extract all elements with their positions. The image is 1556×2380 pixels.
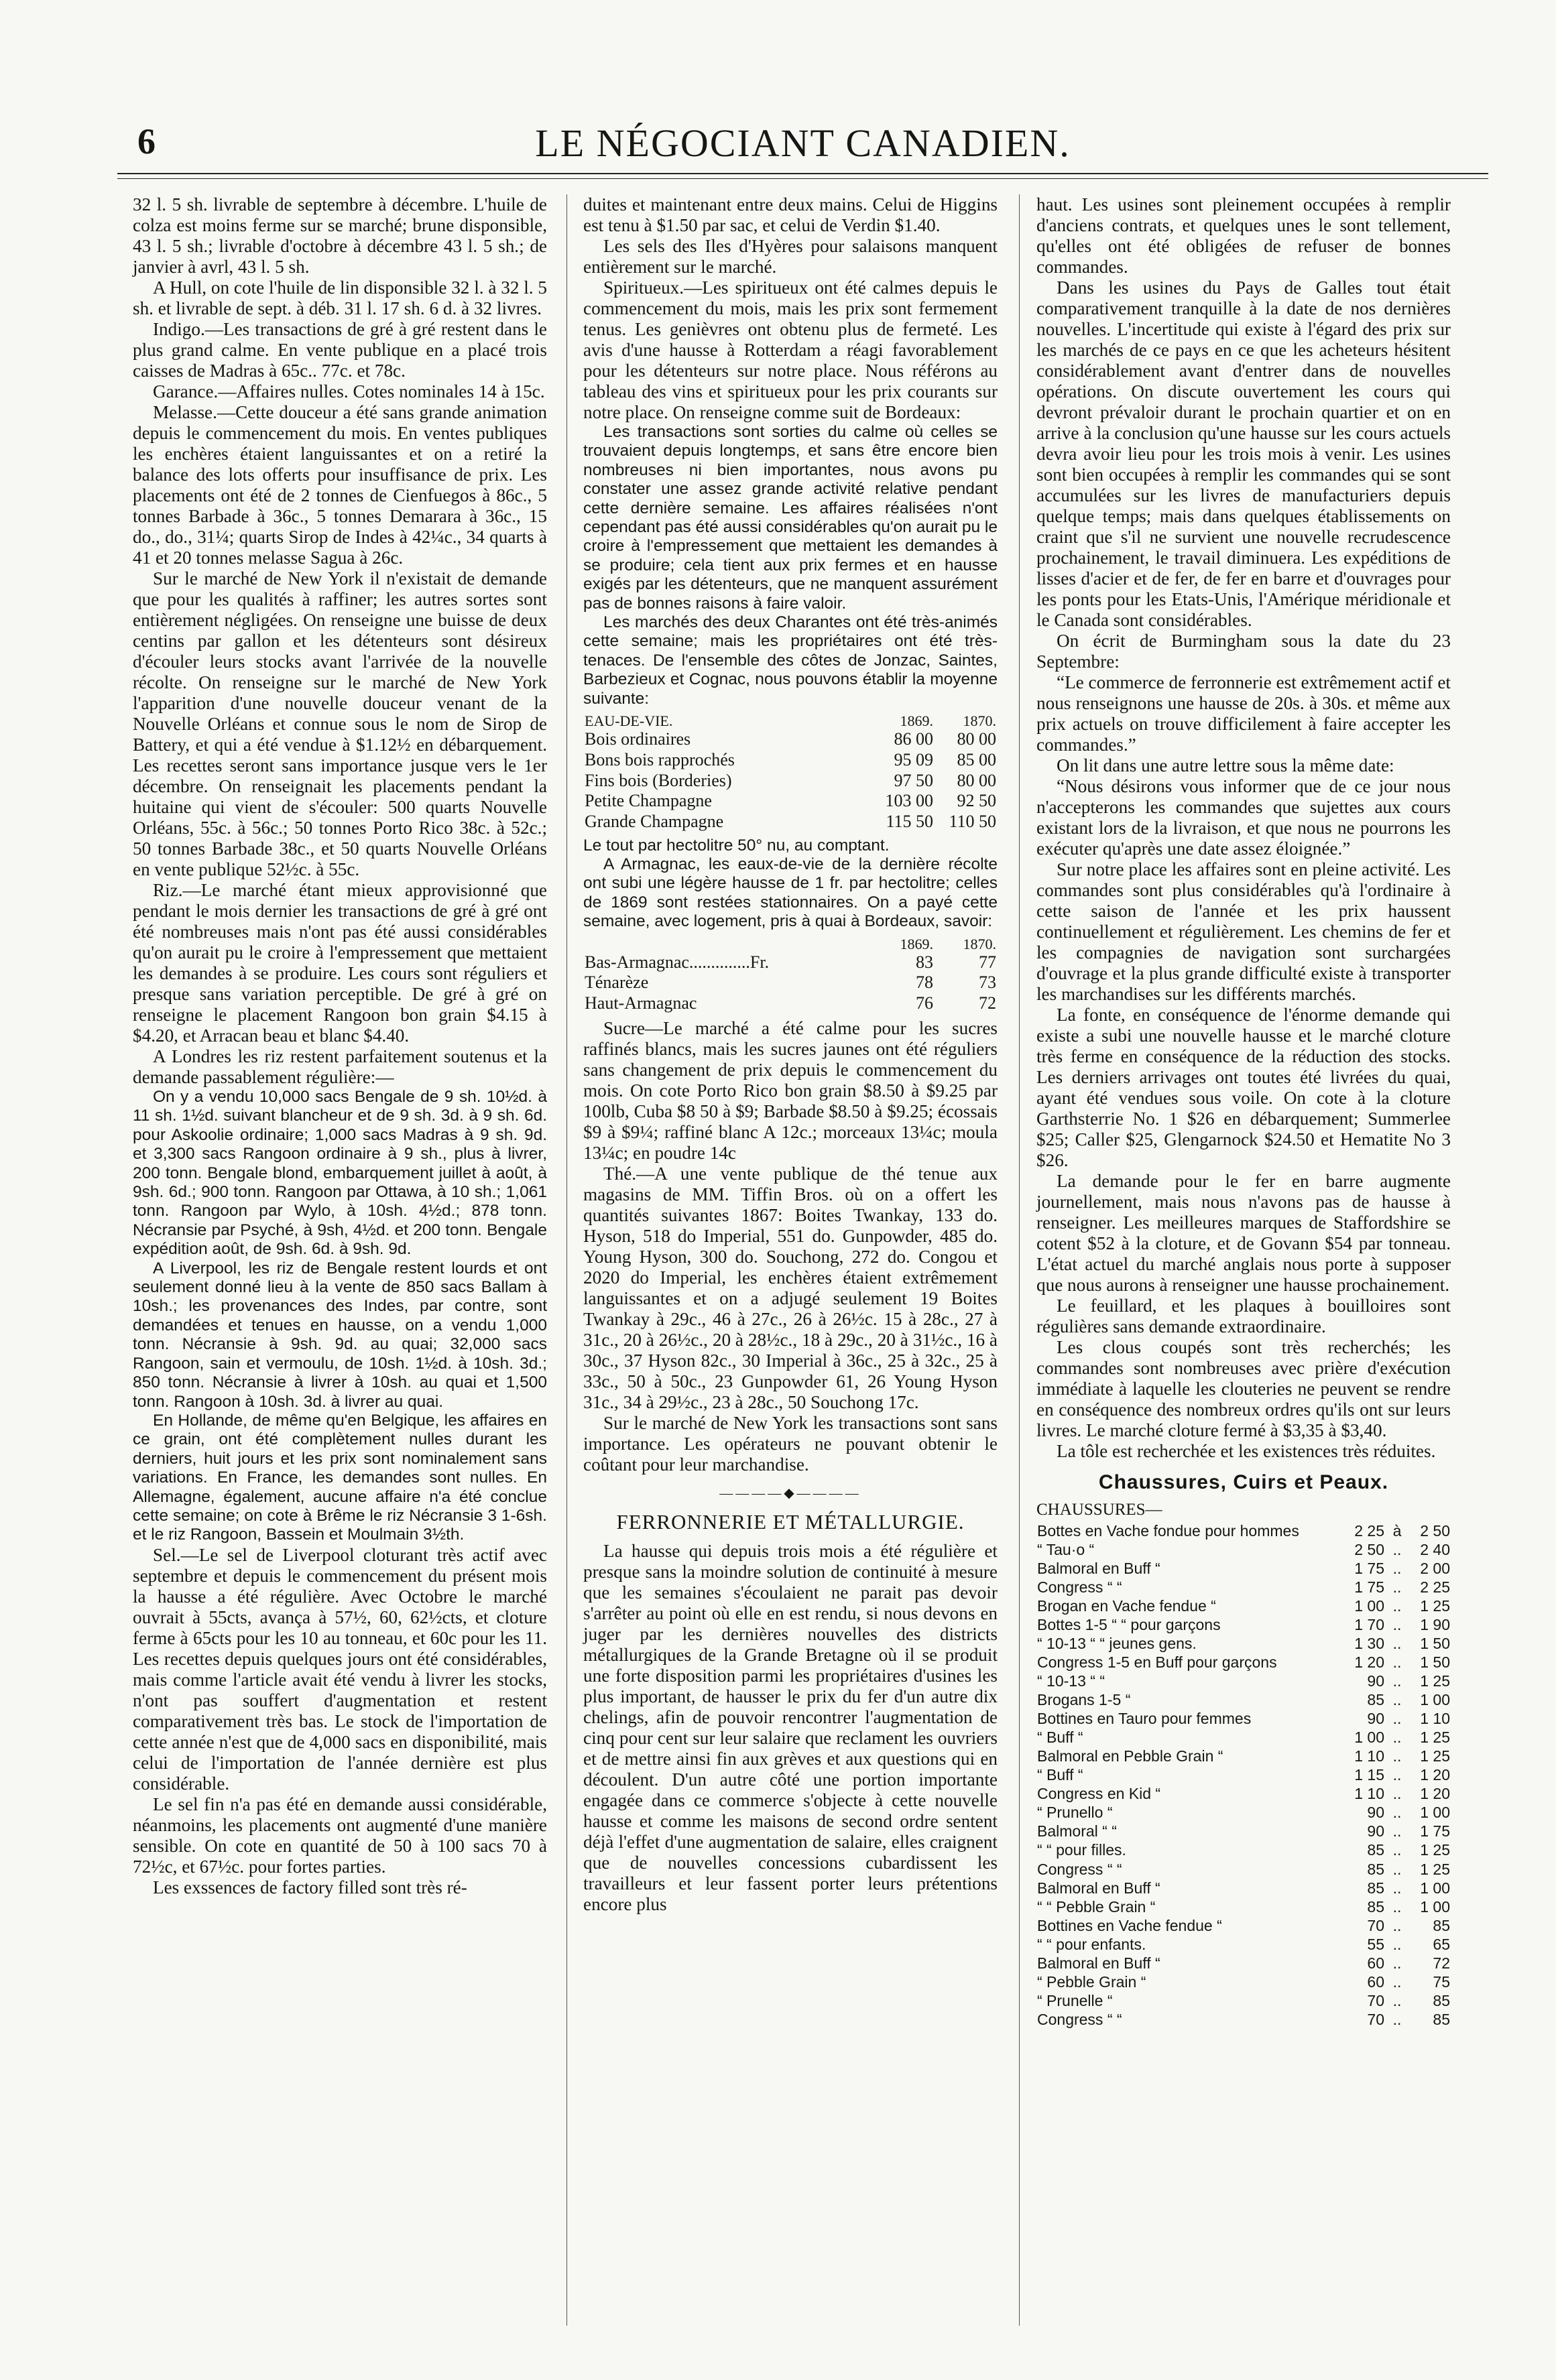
table-row: [1036, 1690, 1451, 1709]
column-divider: [566, 194, 567, 2326]
table-cell: 1 00: [1354, 1729, 1384, 1747]
table-cell: 86 00: [894, 729, 933, 749]
table-cell: Bottines en Vache fendue “: [1037, 1916, 1222, 1934]
table-cell: 1 25: [1420, 1860, 1450, 1878]
table-cell: Congress 1-5 en Buff pour garçons: [1037, 1653, 1277, 1672]
table-row: [1036, 1954, 1451, 1972]
table-cell: ..: [1392, 1691, 1402, 1709]
table-cell: Haut-Armagnac: [585, 993, 697, 1013]
table-row: [583, 973, 998, 993]
paragraph: La tôle est recherchée et les existences très réduites.: [1057, 1441, 1436, 1461]
table-cell: 90: [1367, 1672, 1384, 1690]
table-cell: 60: [1367, 1972, 1384, 1991]
table-cell: 85: [1367, 1860, 1384, 1878]
table-cell: “ Pebble Grain “: [1037, 1972, 1146, 1991]
table-cell: 90: [1367, 1804, 1384, 1822]
paragraph: Melasse.—Cette douceur a été sans grande animation depuis le commencement du mois. En ventes publiques les enchères étaient languissantes et on a retiré la balance des lots offerts pour insuffisance de prix. Les placements ont été de 2 tonnes de Cienfuegos à 86c., 5 tonnes Barbade à 36c., 5 tonnes Demarara à 36c., 15 do., do., 31¼; quarts Sirop de Indes à 42¼c., 34 quarts à 41 et 20 tonnes melasse Sagua à 26c.: [133, 402, 547, 568]
paragraph: Thé.—A une vente publique de thé tenue aux magasins de MM. Tiffin Bros. où on a offert les quantités suivantes 1867: Boites Twankay, 133 do. Hyson, 518 do Imperial, 551 do. Gunpowder, 485 do. Young Hyson, 300 do. Souchong, 272 do. Congou et 2020 do Imperial, les enchères étaient extrêmement languissantes et on a adjugé seulement 19 Boites Twankay à 29c., 46 à 27c., 26 à 26½c. 15 à 28c., 27 à 31c., 20 à 26½c., 20 à 28½c., 18 à 29c., 20 à 31½c., 16 à 30c., 37 Hyson 82c., 30 Imperial à 36c., 25 à 32c., 25 à 33c., 50 à 50c., 23 Gunpowder 61, 26 Young Hyson 31c., 34 à 29½c., 23 à 28c., 50 Souchong 17c.: [583, 1163, 998, 1412]
table-cell: 85: [1433, 2010, 1450, 2028]
paragraph: Les sels des Iles d'Hyères pour salaisons manquent entièrement sur le marché.: [583, 236, 998, 277]
paragraph: On lit dans une autre lettre sous la même date:: [1057, 755, 1394, 775]
table-cell: 80 00: [957, 729, 996, 749]
table-row: [1036, 1991, 1451, 2010]
table-cell: 85: [1433, 1916, 1450, 1934]
table-row: [1036, 1578, 1451, 1596]
table-row: [1036, 1935, 1451, 1954]
table-cell: 1 25: [1420, 1596, 1450, 1615]
table-cell: 1 10: [1354, 1785, 1384, 1803]
table-cell: Congress “ “: [1037, 1860, 1122, 1878]
table-cell: ..: [1392, 1747, 1402, 1765]
table-row: [1036, 1822, 1451, 1840]
table-cell: ..: [1392, 1615, 1402, 1633]
table-cell: Ténarèze: [585, 973, 649, 993]
table-cell: Fins bois (Borderies): [585, 770, 732, 790]
table-cell: 1 75: [1354, 1559, 1384, 1577]
table-row: [1036, 1672, 1451, 1690]
table-cell: “ Prunelle “: [1037, 1991, 1113, 2009]
table-row: [1036, 1709, 1451, 1728]
table-row: [583, 952, 998, 973]
paragraph: haut. Les usines sont pleinement occupées à remplir d'anciens contrats, et quelques unes le sont tellement, qu'elles ont été obligées de refuser de bonnes commandes.: [1036, 194, 1451, 277]
table-cell: Petite Champagne: [585, 791, 712, 811]
table-row: [583, 791, 998, 812]
table-cell: Congress “ “: [1037, 1578, 1122, 1596]
table-cell: 1 00: [1354, 1596, 1384, 1615]
paragraph: Sur notre place les affaires sont en pleine activité. Les commandes sont plus considérables qu'à l'ordinaire à cette saison de l'année et les prix haussent continuellement et régulièrement. Les chemins de fer et les compagnies de navigation sont surchargées d'ouvrage et la plus grande difficulté existe à transporter les marchandises sur les différents marchés.: [1036, 859, 1451, 1004]
table-row: [1036, 1972, 1451, 1991]
table-cell: Brogan en Vache fendue “: [1037, 1596, 1216, 1615]
table-cell: 2 25: [1420, 1578, 1450, 1596]
table-cell: 110 50: [949, 811, 996, 831]
section-heading: Chaussures, Cuirs et Peaux.: [1098, 1471, 1389, 1493]
paragraph: Sur le marché de New York les transactions sont sans importance. Les opérateurs ne pouvant obtenir le coûtant pour leur marchandise.: [583, 1412, 998, 1475]
paragraph: Sel.—Le sel de Liverpool cloturant très actif avec septembre et depuis le commencement du présent mois la hausse a été régulière. Avec Octobre le marché ouvrait à 55cts, avança à 57½, 60, 62½cts, et cloture ferme à 65cts pour les 10 au tonneau, et 60c pour les 11. Les recettes depuis quelques jours ont été considérables, mais comme l'article avait été vendu à livrer les stocks, n'ont pas souffert d'augmentation et restent comparativement très bas. Le stock de l'importation de cette année n'est que de 4,000 sacs en disponibilité, mais celui de l'importation de l'année dernière est plus considérable.: [133, 1544, 547, 1794]
table-cell: Grande Champagne: [585, 811, 724, 831]
table-header: 1869.: [900, 712, 933, 730]
paragraph: Dans les usines du Pays de Galles tout était comparativement tranquille à la date de nos dernières nouvelles. L'incertitude qui existe à l'égard des prix sur les marchés de ce pays en ce que les acheteurs hésitent considérablement avant d'entrer dans de nouvelles opérations. On discute ouvertement les cours qui devront prévaloir durant le prochain quartier et on en arrive à la conclusion qu'une hausse sur les cours actuels devra avoir lieu pour les trois mois à venir. Les usines sont bien occupées à remplir les commandes qui se sont accumulées sur les livres de manufacturiers depuis quelque temps; mais dans quelques établissements on craint que s'il ne survient une nouvelle recrudescence prochainement, le travail diminuera. Les expéditions de lisses d'acier et de fer, de fer en barre et d'ouvrages pour les ponts pour les Etats-Unis, l'Amérique méridionale et le Canada sont considérables.: [1036, 277, 1451, 630]
masthead-title: LE NÉGOCIANT CANADIEN.: [535, 121, 1071, 165]
paragraph: On écrit de Burmingham sous la date du 23 Septembre:: [1036, 631, 1451, 672]
table-row: [1036, 1653, 1451, 1672]
table-header: 1870.: [963, 712, 996, 730]
paragraph: Le tout par hectolitre 50° nu, au comptant.: [583, 836, 890, 855]
table-row: [583, 729, 998, 750]
table-cell: 85: [1367, 1879, 1384, 1897]
table-cell: ..: [1392, 1879, 1402, 1897]
table-cell: ..: [1392, 1653, 1402, 1672]
paragraph: Spiritueux.—Les spiritueux ont été calmes depuis le commencement du mois, mais les prix sont fermement tenus. Les genièvres ont obtenu plus de fermeté. Les avis d'une hausse à Rotterdam a réagi favorablement pour les détenteurs sur notre place. Nous référons au tableau des vins et spiritueux pour les prix courants sur notre place. On renseigne comme suit de Bordeaux:: [583, 277, 998, 422]
page-header: [117, 121, 1488, 174]
table-cell: 78: [916, 973, 933, 993]
table-cell: 60: [1367, 1954, 1384, 1972]
table-cell: Balmoral “ “: [1037, 1822, 1117, 1840]
paragraph: Riz.—Le marché étant mieux approvisionné que pendant le mois dernier les transactions de gré à gré ont été nombreuses mais n'ont pas été aussi considérables qu'on aurait pu le croire à l'empressement que mettaient les demandes à se produire. Les cours sont réguliers et presque sans variation perceptible. De gré à gré on renseigne le placement Rangoon bon grain $4.15 à $4.20, et Arracan beau et blanc $4.40.: [133, 880, 547, 1046]
paragraph: Les exssences de factory filled sont très ré-: [153, 1877, 467, 1897]
table-cell: à: [1392, 1521, 1402, 1540]
table-cell: ..: [1392, 1710, 1402, 1728]
shoes-subheading: CHAUSSURES—: [1036, 1501, 1162, 1519]
table-cell: 1 70: [1354, 1615, 1384, 1633]
table-row: [1036, 1840, 1451, 1859]
table-cell: 103 00: [885, 791, 933, 811]
table-cell: 2 00: [1420, 1559, 1450, 1577]
table-cell: ..: [1392, 1596, 1402, 1615]
paragraph: “Nous désirons vous informer que de ce jour nous n'accepterons les commandes que sujettes aux cours existant lors de la livraison, et que nous ne pourrons les exécuter qu'après une date assez éloignée.”: [1036, 776, 1451, 859]
paragraph: Le feuillard, et les plaques à bouilloires sont régulières sans demande extraordinaire.: [1036, 1296, 1451, 1336]
column-divider: [1019, 194, 1020, 2326]
section-heading: FERRONNERIE ET MÉTALLURGIE.: [616, 1510, 965, 1534]
table-cell: 1 15: [1354, 1766, 1384, 1784]
page-number: 6: [137, 121, 156, 162]
paragraph: Le sel fin n'a pas été en demande aussi considérable, néanmoins, les placements ont augmenté d'une manière sensible. On cote en quantité de 50 à 100 sacs 70 à 72½c, et 67½c. pour fortes parties.: [133, 1794, 547, 1877]
table-row: [1036, 1596, 1451, 1615]
paragraph: 32 l. 5 sh. livrable de septembre à décembre. L'huile de colza est moins ferme sur se marché; brune disponsible, 43 l. 5 sh.; livrable d'octobre à décembre 43 l. 5 sh.; de janvier à avrl, 43 l. 5 sh.: [133, 194, 547, 277]
table-cell: 70: [1367, 1991, 1384, 2009]
table-cell: 1 25: [1420, 1729, 1450, 1747]
table-cell: ..: [1392, 1578, 1402, 1596]
table-cell: 76: [916, 993, 933, 1013]
table-cell: Balmoral en Pebble Grain “: [1037, 1747, 1223, 1765]
table-cell: 75: [1433, 1972, 1450, 1991]
paragraph: Les marchés des deux Charantes ont été très-animés cette semaine; mais les propriétaires ont été très-tenaces. De l'ensemble des côtes de Jonzac, Saintes, Barbezieux et Cognac, nous pouvons établir la moyenne suivante:: [583, 613, 998, 708]
table-cell: 90: [1367, 1822, 1384, 1840]
table-cell: 1 25: [1420, 1841, 1450, 1859]
table-row: [583, 771, 998, 792]
eau-de-vie-table: [583, 712, 998, 832]
table-cell: 2 50: [1420, 1521, 1450, 1540]
table-cell: 1 90: [1420, 1615, 1450, 1633]
table-cell: ..: [1392, 1766, 1402, 1784]
table-cell: 1 10: [1420, 1710, 1450, 1728]
table-cell: 1 50: [1420, 1653, 1450, 1672]
table-cell: 1 75: [1420, 1822, 1450, 1840]
table-header: [583, 936, 872, 952]
table-row: [1036, 1916, 1451, 1935]
table-cell: 95 09: [894, 749, 933, 769]
table-row: [1036, 1897, 1451, 1916]
table-cell: ..: [1392, 1559, 1402, 1577]
table-cell: “ “ pour enfants.: [1037, 1935, 1146, 1953]
table-cell: “ 10-13 “ “ jeunes gens.: [1037, 1634, 1197, 1652]
table-cell: 1 00: [1420, 1897, 1450, 1916]
table-cell: 70: [1367, 1916, 1384, 1934]
table-cell: 1 00: [1420, 1804, 1450, 1822]
table-cell: ..: [1392, 1634, 1402, 1652]
table-cell: “ Buff “: [1037, 1766, 1083, 1784]
table-cell: 1 20: [1420, 1766, 1450, 1784]
table-cell: 80 00: [957, 770, 996, 790]
paragraph: Garance.—Affaires nulles. Cotes nominales 14 à 15c.: [153, 381, 545, 401]
table-row: [1036, 1784, 1451, 1803]
table-cell: 85: [1367, 1841, 1384, 1859]
paragraph: Sucre—Le marché a été calme pour les sucres raffinés blancs, mais les sucres jaunes ont été réguliers sans changement de prix depuis le commencement du mois. On cote Porto Rico bon grain $8.50 à $9.25 par 100lb, Cuba $8 50 à $9; Barbade $8.50 à $9.25; écossais $9 à $9¼; raffiné blanc A 12c.; morceaux 13¼c; moula 13¼c; en poudre 14c: [583, 1017, 998, 1163]
table-cell: 1 75: [1354, 1578, 1384, 1596]
table-cell: 1 00: [1420, 1879, 1450, 1897]
paragraph: La hausse qui depuis trois mois a été régulière et presque sans la moindre solution de continuité à mesure que les semaines s'écoulaient ne parait pas devoir s'arrêter au point où elle en est rendu, si nous devons en juger par les dernières nouvelles des districts métallurgiques de la Grande Bretagne où il se produit une forte disposition parmi les propriétaires d'usines les plus important, de hausser le prix du fer d'un autre dix chelings, afin de pouvoir rencontrer l'augmentation de cinq pour cent sur leur salaire que reclament les ouvriers et de mettre ainsi fin aux grèves et aux questions qui en découlent. D'un autre côté une portion importante engagée dans ce commerce s'objecte à cette nouvelle hausse et comme les maisons de second ordre sentent déjà l'effet d'une augmentation de salaire, elles craignent que de nouvelles concessions cubardissent les travailleurs et leur fassent porter leurs prétentions encore plus: [583, 1540, 998, 1914]
table-cell: 85 00: [957, 749, 996, 769]
table-cell: ..: [1392, 1935, 1402, 1953]
paragraph: Indigo.—Les transactions de gré à gré restent dans le plus grand calme. En vente publique en a placé trois caisses de Madras à 65c.. 77c. et 78c.: [133, 319, 547, 381]
table-row: [1036, 1728, 1451, 1747]
table-cell: 1 20: [1354, 1653, 1384, 1672]
table-cell: 1 50: [1420, 1634, 1450, 1652]
column-2: [583, 194, 998, 1915]
table-cell: “ “ Pebble Grain “: [1037, 1897, 1156, 1916]
table-cell: 115 50: [886, 811, 933, 831]
shoes-price-table: [1036, 1521, 1451, 2029]
section-divider: ————◆————: [719, 1485, 861, 1501]
table-cell: 77: [979, 952, 996, 972]
table-cell: 1 00: [1420, 1691, 1450, 1709]
table-row: [1036, 2010, 1451, 2029]
table-cell: 73: [979, 973, 996, 993]
table-cell: 2 40: [1420, 1540, 1450, 1558]
table-cell: ..: [1392, 2010, 1402, 2028]
paragraph: Les clous coupés sont très recherchés; les commandes sont nombreuses avec prière d'exécution immédiate à laquelle les clouteries ne peuvent se rendre en conséquence des nombreux ordres qu'ils ont sur leurs livres. Le marché cloture fermé à $3,35 à $3,40.: [1036, 1337, 1451, 1440]
table-row: [1036, 1559, 1451, 1578]
table-cell: 72: [979, 993, 996, 1013]
table-cell: ..: [1392, 1785, 1402, 1803]
table-cell: ..: [1392, 1540, 1402, 1558]
table-row: [1036, 1615, 1451, 1634]
paragraph: La fonte, en conséquence de l'énorme demande qui existe a subi une nouvelle hausse et le marché cloture très ferme en conséquence de la réduction des stocks. Les derniers arrivages ont toutes été livrées du quai, ayant été vendues sous voile. On cote à la cloture Garthsterrie No. 1 $26 en débarquement; Summerlee $25; Caller $25, Glengarnock $24.50 et Hematite No 3 $26.: [1036, 1005, 1451, 1170]
table-row: [583, 812, 998, 832]
table-cell: ..: [1392, 1841, 1402, 1859]
header-rule: [117, 173, 1488, 179]
table-row: [1036, 1521, 1451, 1540]
paragraph: En Hollande, de même qu'en Belgique, les affaires en ce grain, ont été complètement nulles durant les derniers, huit jours et les prix sont nominalement sans variations. En France, les demandes sont nulles. En Allemagne, également, aucune affaire n'a été conclue cette semaine; on cote à Brême le riz Nécransie 3 1-6sh. et le riz Rangoon, Bassein et Moulmain 3½th.: [133, 1411, 547, 1544]
table-cell: “ 10-13 “ “: [1037, 1672, 1105, 1690]
table-row: [1036, 1803, 1451, 1822]
table-row: [1036, 1634, 1451, 1653]
table-row: [583, 750, 998, 771]
table-cell: Balmoral en Buff “: [1037, 1879, 1160, 1897]
paragraph: Les transactions sont sorties du calme où celles se trouvaient depuis longtemps, et sans être encore bien nombreuses ni bien importantes, nous avons pu constater une assez grande activité relative pendant cette dernière semaine. Les affaires réalisées n'ont cependant pas été aussi considérables qu'on aurait pu le croire à l'empressement que mettaient les demandes à se produire; cela tient aux prix fermes et en hausse exigés par les détenteurs, que ne manquent assurément pas de bonnes raisons à faire valoir.: [583, 423, 998, 613]
table-header: EAU-DE-VIE.: [585, 712, 673, 730]
paragraph: Sur le marché de New York il n'existait de demande que pour les qualités à raffiner; les autres sortes sont entièrement négligées. On renseigne une buisse de deux centins par gallon et les détenteurs sont désireux d'écouler leurs stocks avant l'arrivée de la nouvelle récolte. On renseigne sur le marché de New York l'apparition d'une nouvelle douceur venant de la Nouvelle Orléans et connue sous le nom de Sirop de Battery, et qui a été vendue à $1.12½ en débarquement. Les recettes seront sans importance jusque vers le 1er décembre. On renseignait les placements pendant la huitaine qui vient de s'écouler: 500 quarts Nouvelle Orléans, 55c. à 56c.; 50 tonnes Porto Rico 38c. à 52c.; 50 tonnes Barbade 38c., et 50 quarts Nouvelle Orléans en vente publique 52½c. à 55c.: [133, 568, 547, 879]
table-cell: ..: [1392, 1822, 1402, 1840]
table-cell: 85: [1367, 1691, 1384, 1709]
table-cell: Brogans 1-5 “: [1037, 1691, 1131, 1709]
table-cell: “ Tau·o “: [1037, 1540, 1095, 1558]
table-cell: 2 50: [1354, 1540, 1384, 1558]
column-1: [133, 194, 547, 1898]
table-cell: 97 50: [894, 770, 933, 790]
paragraph: A Hull, on cote l'huile de lin disponsible 32 l. à 32 l. 5 sh. et livrable de sept. à déb. 31 l. 17 sh. 6 d. à 32 livres.: [133, 277, 547, 318]
paragraph: A Armagnac, les eaux-de-vie de la dernière récolte ont subi une légère hausse de 1 fr. par hectolitre; celles de 1869 sont restées stationnaires. On a payé cette semaine, avec logement, pris à quai à Bordeaux, savoir:: [583, 855, 998, 931]
table-cell: 55: [1367, 1935, 1384, 1953]
table-cell: Balmoral en Buff “: [1037, 1954, 1160, 1972]
paragraph: “Le commerce de ferronnerie est extrêmement actif et nous renseignons une hausse de 20s. à 30s. et même aux prix actuels on trouve difficilement à faire accepter les commandes.”: [1036, 672, 1451, 755]
table-cell: 85: [1433, 1991, 1450, 2009]
table-cell: 85: [1367, 1897, 1384, 1916]
table-cell: ..: [1392, 1954, 1402, 1972]
armagnac-table: [583, 936, 998, 1014]
table-cell: Balmoral en Buff “: [1037, 1559, 1160, 1577]
table-cell: Congress en Kid “: [1037, 1785, 1161, 1803]
table-cell: “ Buff “: [1037, 1729, 1083, 1747]
table-cell: 83: [916, 952, 933, 972]
table-cell: ..: [1392, 1916, 1402, 1934]
column-3: [1036, 194, 1451, 2029]
table-row: [1036, 1765, 1451, 1784]
table-header: 1870.: [963, 935, 996, 952]
table-header: 1869.: [900, 935, 933, 952]
table-cell: ..: [1392, 1729, 1402, 1747]
table-cell: 1 10: [1354, 1747, 1384, 1765]
paragraph: duites et maintenant entre deux mains. Celui de Higgins est tenu à $1.50 par sac, et celui de Verdin $1.40.: [583, 194, 998, 235]
paragraph: A Londres les riz restent parfaitement soutenus et la demande passablement régulière:—: [133, 1046, 547, 1087]
table-cell: 72: [1433, 1954, 1450, 1972]
paragraph: La demande pour le fer en barre augmente journellement, mais nous n'avons pas de hausse à renseigner. Les meilleures marques de Staffordshire se cotent $52 à la cloture, et de Govann $54 par tonneau. L'état actuel du marché anglais nous porte à supposer que nous aurons à renseigner une hausse prochainement.: [1036, 1171, 1451, 1295]
table-row: [1036, 1860, 1451, 1879]
table-cell: ..: [1392, 1672, 1402, 1690]
table-cell: “ Prunello “: [1037, 1804, 1113, 1822]
table-row: [1036, 1879, 1451, 1897]
table-cell: ..: [1392, 1991, 1402, 2009]
table-cell: Congress “ “: [1037, 2010, 1122, 2028]
table-cell: 90: [1367, 1710, 1384, 1728]
table-cell: 1 20: [1420, 1785, 1450, 1803]
table-cell: 1 25: [1420, 1672, 1450, 1690]
table-cell: ..: [1392, 1860, 1402, 1878]
table-cell: 1 25: [1420, 1747, 1450, 1765]
paragraph: On y a vendu 10,000 sacs Bengale de 9 sh. 10½d. à 11 sh. 1½d. suivant blancheur et de 9 sh. 3d. à 9 sh. 6d. pour Askoolie ordinaire; 1,000 sacs Madras à 9 sh. 9d. et 3,300 sacs Rangoon ordinaire à 9 sh., plus à livrer, 200 tonn. Bengale blond, embarquement juillet à août, à 9sh. 6d.; 900 tonn. Rangoon par Ottawa, à 10 sh.; 1,061 tonn. Rangoon par Wylo, à 10sh. 4½d.; 878 tonn. Nécransie par Psyché, à 9sh, 4½d. et 200 tonn. Bengale expédition août, de 9sh. 6d. à 9sh. 9d.: [133, 1088, 547, 1259]
table-row: [583, 993, 998, 1014]
table-row: [1036, 1540, 1451, 1559]
table-cell: ..: [1392, 1804, 1402, 1822]
paragraph: A Liverpool, les riz de Bengale restent lourds et ont seulement donné lieu à la vente de 850 sacs Ballam à 10sh.; les provenances des Indes, par contre, sont demandées et tenues en hausse, on a vendu 1,000 tonn. Nécransie à 9sh. 9d. au quai; 32,000 sacs Rangoon, sain et vermoulu, de 10sh. 1½d. à 10sh. 3d.; 850 tonn. Nécransie à livrer à 10sh. au quai et 1,500 tonn. Rangoon à 10sh. 3d. à livrer au quai.: [133, 1259, 547, 1411]
table-cell: ..: [1392, 1897, 1402, 1916]
table-cell: Bons bois rapprochés: [585, 749, 735, 769]
table-cell: Bois ordinaires: [585, 729, 691, 749]
table-cell: Bottes en Vache fondue pour hommes: [1037, 1521, 1299, 1540]
table-cell: “ “ pour filles.: [1037, 1841, 1126, 1859]
table-cell: 2 25: [1354, 1521, 1384, 1540]
table-row: [1036, 1747, 1451, 1765]
table-cell: 70: [1367, 2010, 1384, 2028]
table-cell: Bottes 1-5 “ “ pour garçons: [1037, 1615, 1221, 1633]
table-cell: Bottines en Tauro pour femmes: [1037, 1710, 1252, 1728]
table-cell: Bas-Armagnac..............Fr.: [585, 952, 770, 972]
table-cell: 1 30: [1354, 1634, 1384, 1652]
table-cell: 92 50: [957, 791, 996, 811]
table-cell: ..: [1392, 1972, 1402, 1991]
table-cell: 65: [1433, 1935, 1450, 1953]
